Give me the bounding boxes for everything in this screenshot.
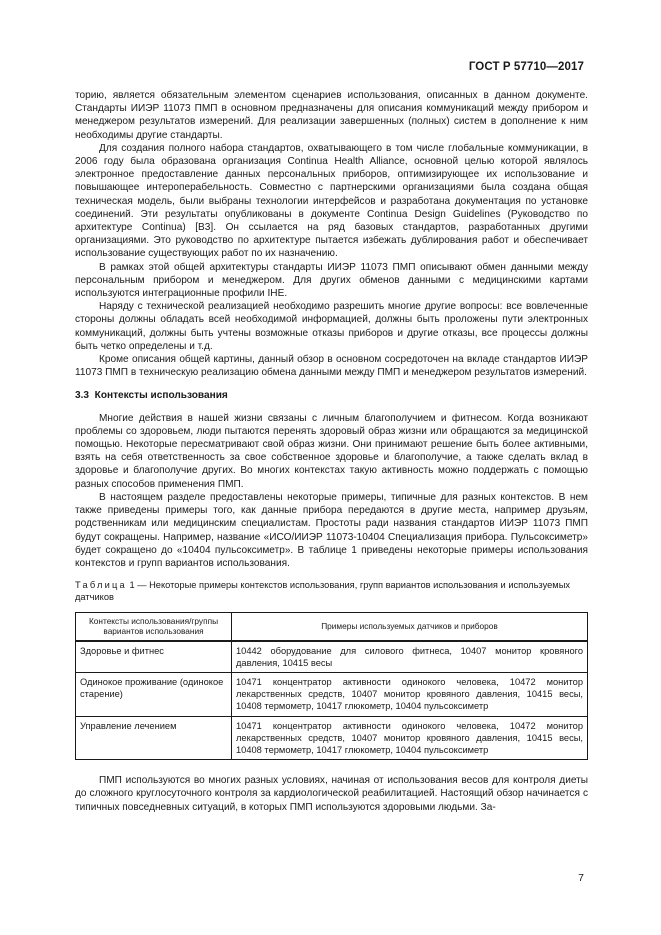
table-caption-number: 1 (129, 580, 135, 591)
section-heading (75, 389, 588, 402)
section-title: Контексты использования (94, 390, 228, 402)
paragraph: Кроме описания общей картины, данный обзор в основном сосредоточен на вкладе стандартов ИИЭР 11073 ПМП в техническую реализацию обмена данными между ПМП и менеджером результатов измерений. (75, 354, 588, 379)
paragraph: В настоящем разделе предоставлены некоторые примеры, типичные для разных контекстов. В нем также приведены примеры того, как данные прибора передаются в другие места, например друзьям, родственникам или медицинским специалистам. Простоты ради названия стандартов ИИЭР 11073 ПМП будут сокращены. Например, название «ИСО/ИИЭР 11073-10404 Специализация прибора. Пульсоксиметр» будет сокращено до «10404 пульсоксиметр». В таблице 1 приведены некоторые примеры использования контекстов и групп вариантов использования. (75, 491, 588, 569)
table-cell-context: Одинокое проживание (одинокое старение) (76, 672, 232, 716)
table-caption-label: Таблица (75, 580, 127, 591)
paragraph: ПМП используются во многих разных условиях, начиная от использования весов для контроля диеты до сложного круглосуточного контроля за кардиологической реабилитацией. Настоящий обзор начинается с типичных повседневных ситуаций, в которых ПМП используются здоровыми людьми. За- (75, 775, 588, 813)
table-caption (75, 579, 588, 603)
table-header-row (76, 612, 588, 641)
paragraph: В рамках этой общей архитектуры стандарты ИИЭР 11073 ПМП описывают обмен данными между персональным прибором и менеджером. Для других обменов данными с медицинскими картами используются интеграционные профили IHE. (75, 261, 588, 300)
table-cell-examples: 10471 концентратор активности одинокого человека, 10472 монитор лекарственных средств, 10407 монитор кровяного давления, 10415 весы, 10408 термометр, 10417 глюкометр, 10404 пульсоксиметр (232, 672, 588, 716)
paragraph: Многие действия в нашей жизни связаны с личным благополучием и фитнесом. Когда возникают проблемы со здоровьем, люди пытаются перенять здоровый образ жизни или обращаются за медицинской помощью. Некоторые пересматривают свой образ жизни. Они принимают решение быть более активными, взять на себя ответственность за свое собственное здоровье и благополучие, а также сделать вклад в здоровье и благополучие других. Во многих контекстах такую активность можно поддержать с помощью разных способов применения ПМП. (75, 412, 588, 490)
paragraph: торию, является обязательным элементом сценариев использования, описанных в данном документе. Стандарты ИИЭР 11073 ПМП в основном предназначены для описания коммуникаций между прибором и менеджером результатов измерений. Для реализации завершенных (полных) систем в дополнение к ним необходимы другие стандарты. (75, 90, 588, 141)
table-cell-context: Управление лечением (76, 716, 232, 760)
page-content (75, 89, 588, 814)
page-number: 7 (578, 872, 584, 884)
table-cell-context: Здоровье и фитнес (76, 641, 232, 673)
paragraph: Для создания полного набора стандартов, охватывающего в том числе глобальные коммуникации, в 2006 году была образована организация Continua Health Alliance, основной целью которой являлось электронное предоставление данных персональных приборов, оптимизирующее их использование и повышающее интероперабельность. Совместно с партнерскими организациями была создана общая техническая модель, были выбраны технологии интерфейсов и разработана документация по установке соединений. Эти результаты опубликованы в документе Continua Design Guidelines (Руководство по архитектуре Continua) [В3]. Он ссылается на ряд базовых стандартов, разработанных другими организациями. Это руководство по архитектуре пытается избежать дублирования работ и обеспечивает использование существующих работ по их назначению. (75, 142, 588, 260)
table-row (76, 672, 588, 716)
usage-contexts-table (75, 612, 588, 761)
table-header-cell: Примеры используемых датчиков и приборов (232, 612, 588, 641)
table-cell-examples: 10442 оборудование для силового фитнеса, 10407 монитор кровяного давления, 10415 весы (232, 641, 588, 673)
table-cell-examples: 10471 концентратор активности одинокого человека, 10472 монитор лекарственных средств, 10407 монитор кровяного давления, 10415 весы, 10408 термометр, 10417 глюкометр, 10404 пульсоксиметр (232, 716, 588, 760)
paragraph: Наряду с технической реализацией необходимо разрешить многие другие вопросы: все вовлеченные стороны должны обладать всей необходимой информацией, должны быть проложены пути электронных коммуникаций, должны быть учтены возможные отказы приборов и другие отказы, все процессы должны быть четко определены и т.д. (75, 301, 588, 352)
table-row (76, 716, 588, 760)
standard-code-header: ГОСТ Р 57710—2017 (468, 61, 584, 73)
table-row (76, 641, 588, 673)
table-caption-text: — Некоторые примеры контекстов использования, групп вариантов использования и используемых датчиков (75, 580, 571, 603)
table-header-cell: Контексты использования/группы вариантов использования (76, 612, 232, 641)
section-number: 3.3 (75, 390, 90, 402)
